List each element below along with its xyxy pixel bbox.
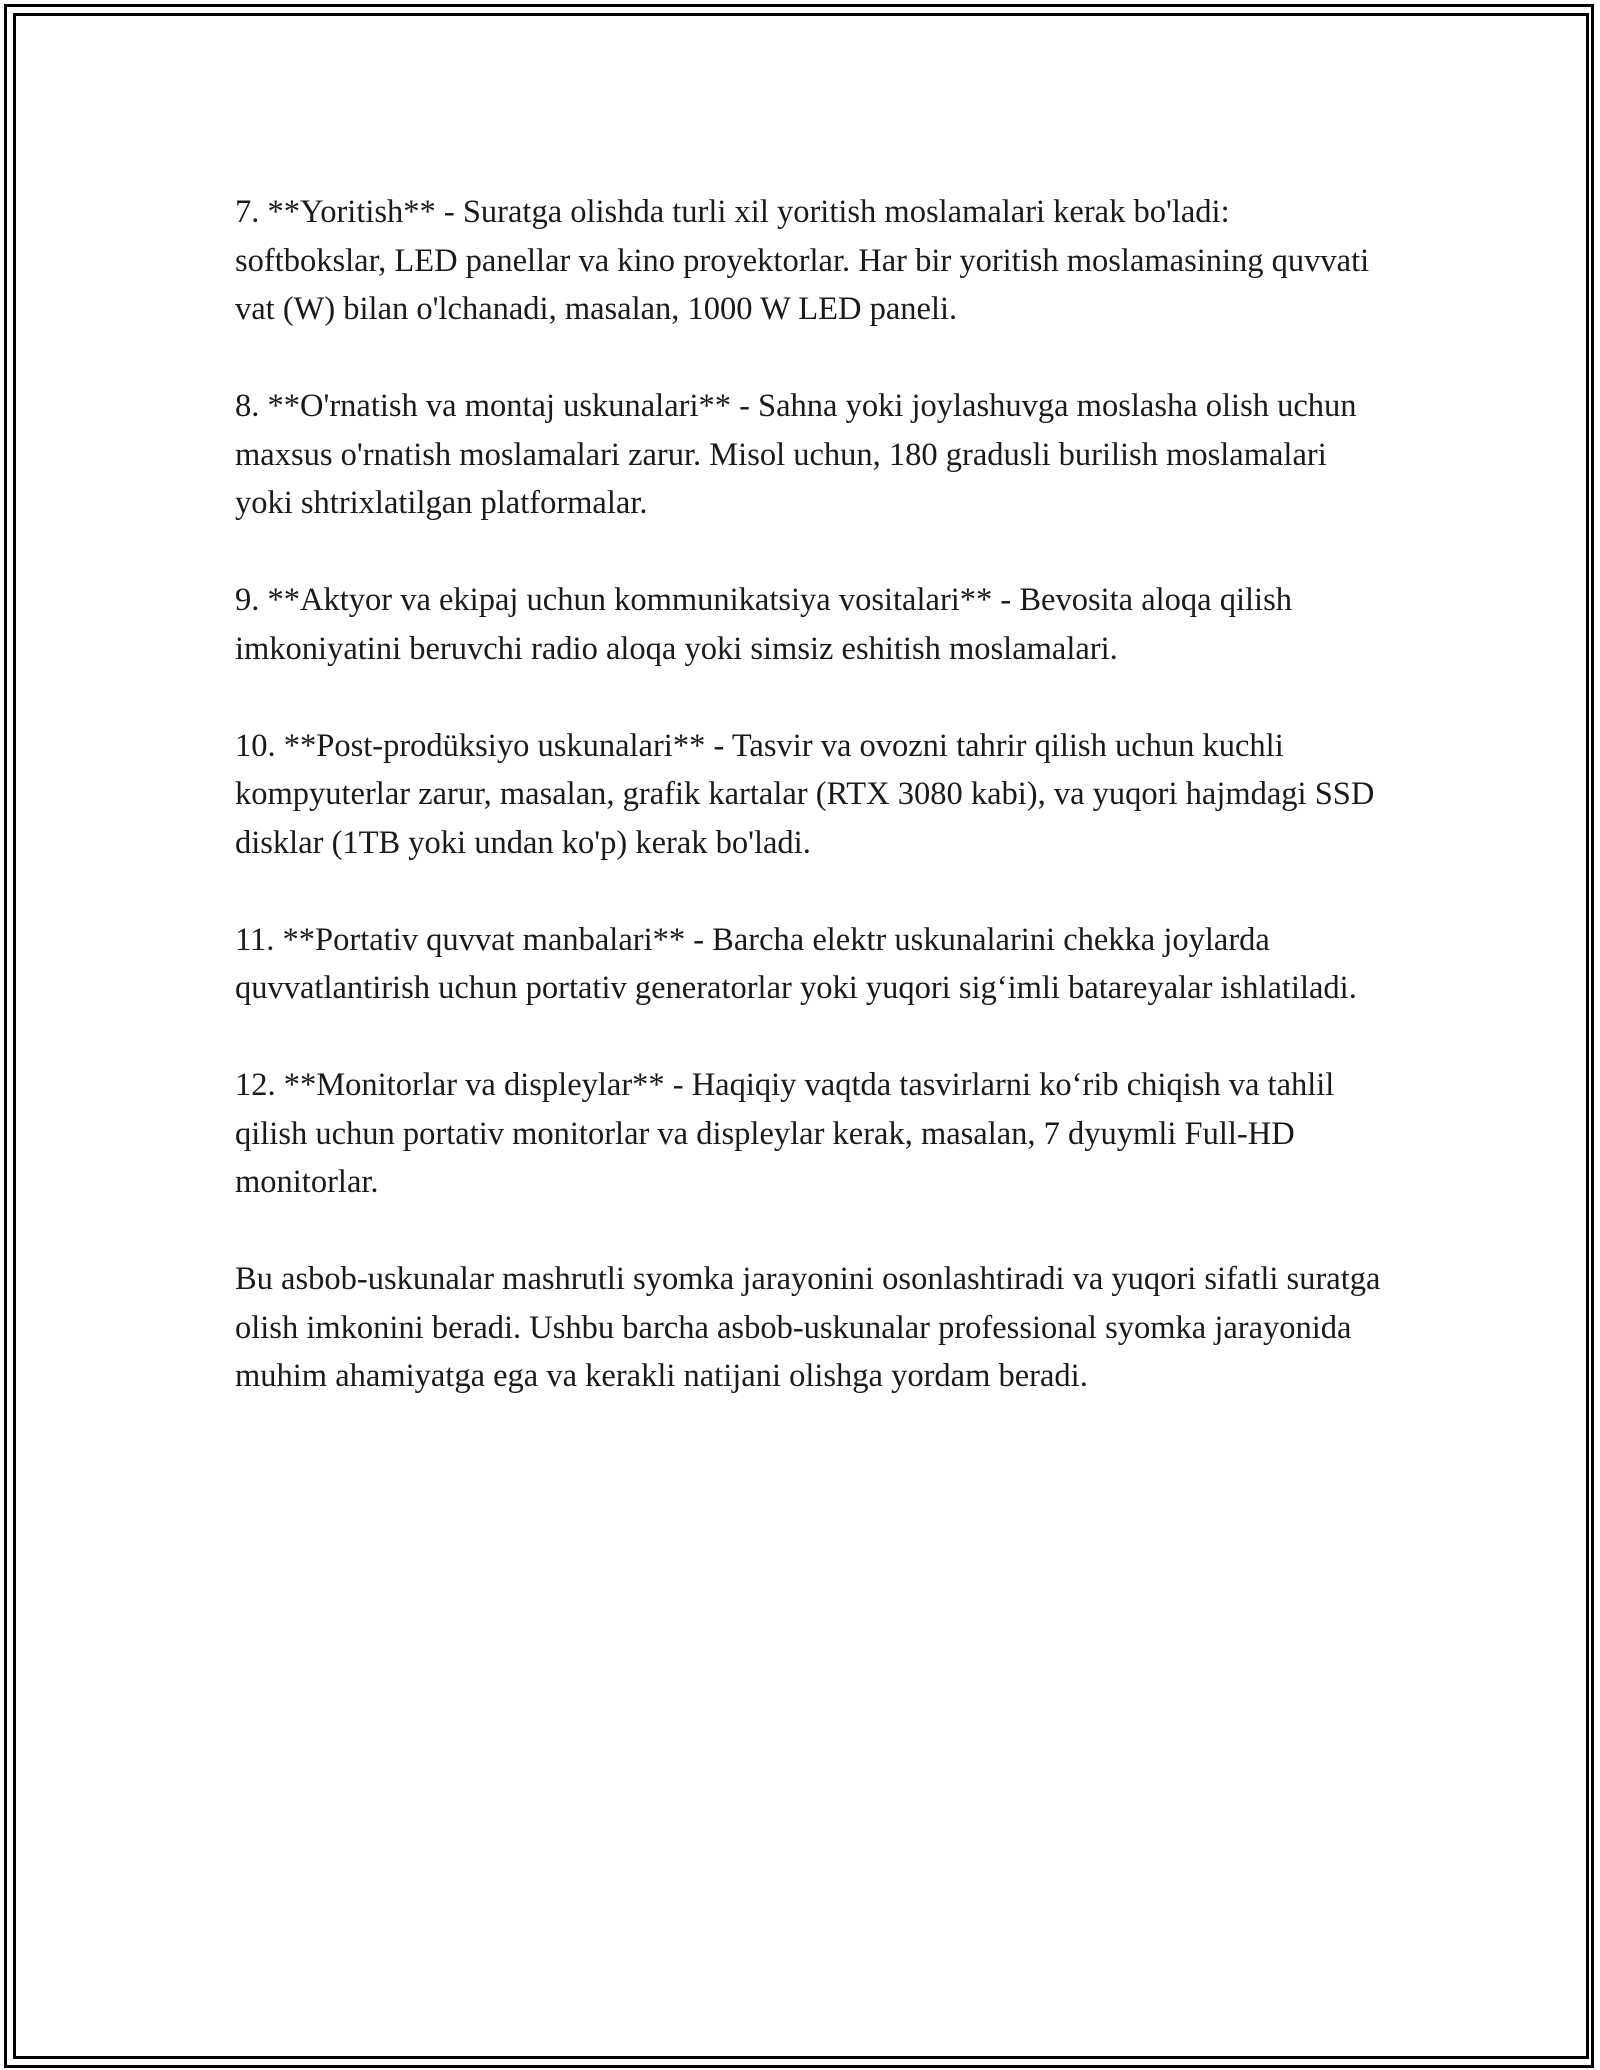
document-body xyxy=(235,188,1385,1449)
paragraph-lighting: 7. **Yoritish** - Suratga olishda turli xil yoritish moslamalari kerak bo'ladi: softbokslar, LED panellar va kino proyektorlar. Har bir yoritish moslamasining quvvati vat (W) bilan o'lchanadi, masalan, 1000 W LED paneli. xyxy=(235,194,1370,327)
paragraph-portable-power: 11. **Portativ quvvat manbalari** - Barcha elektr uskunalarini chekka joylarda quvvatlantirish uchun portativ generatorlar yoki yuqori sig‘imli batareyalar ishlatiladi. xyxy=(235,921,1357,1006)
paragraph-communication-tools: 9. **Aktyor va ekipaj uchun kommunikatsiya vositalari** - Bevosita aloqa qilish imkoniyatini beruvchi radio aloqa yoki simsiz eshitish moslamalari. xyxy=(235,582,1292,667)
paragraph-conclusion: Bu asbob-uskunalar mashrutli syomka jarayonini osonlashtiradi va yuqori sifatli suratga olish imkonini beradi. Ushbu barcha asbob-uskunalar professional syomka jarayonida muhim ahamiyatga ega va kerakli natijani olishga yordam beradi. xyxy=(235,1261,1381,1394)
paragraph-post-production: 10. **Post-prodüksiyo uskunalari** - Tasvir va ovozni tahrir qilish uchun kuchli kompyuterlar zarur, masalan, grafik kartalar (RTX 3080 kabi), va yuqori hajmdagi SSD disklar (1TB yoki undan ko'p) kerak bo'ladi. xyxy=(235,727,1375,861)
paragraph-mounting-equipment: 8. **O'rnatish va montaj uskunalari** - Sahna yoki joylashuvga moslasha olish uchun maxsus o'rnatish moslamalari zarur. Misol uchun, 180 gradusli burilish moslamalari yoki shtrixlatilgan platformalar. xyxy=(235,388,1357,521)
paragraph-monitors-displays: 12. **Monitorlar va displeylar** - Haqiqiy vaqtda tasvirlarni ko‘rib chiqish va tahlil qilish uchun portativ monitorlar va displeylar kerak, masalan, 7 dyuymli Full-HD monitorlar. xyxy=(235,1067,1335,1200)
